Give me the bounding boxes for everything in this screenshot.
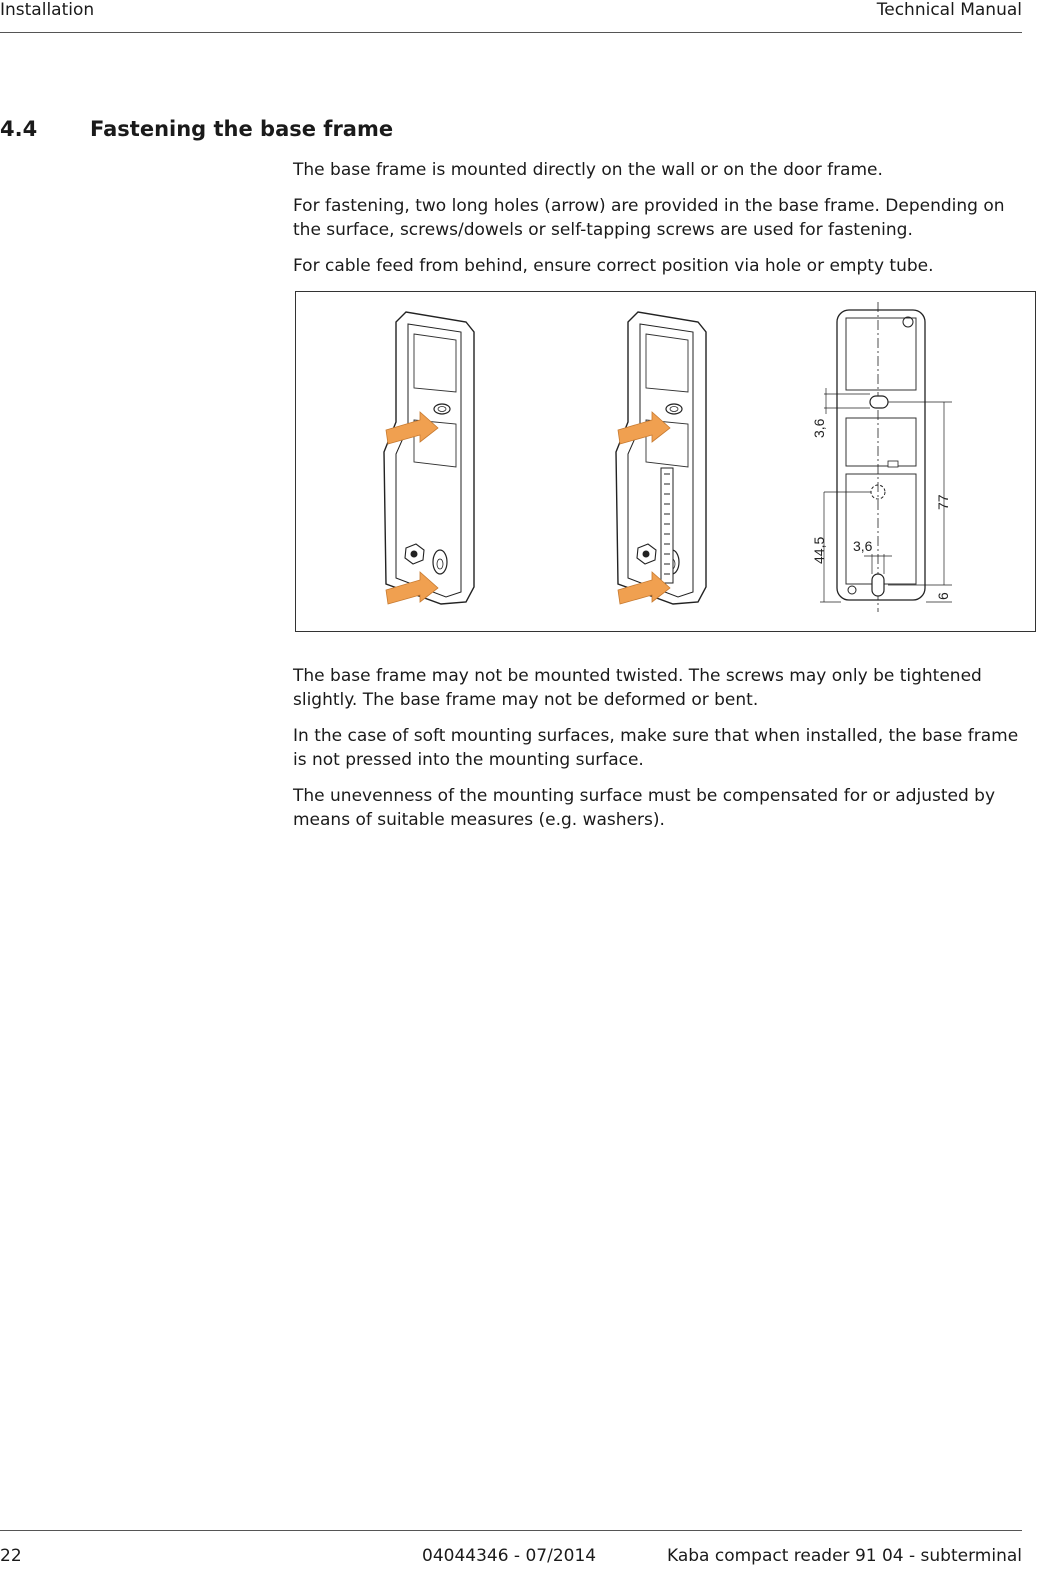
intro-text (293, 158, 1023, 290)
document-number: 04044346 - 07/2014 (422, 1546, 597, 1566)
footer-rule (0, 1530, 1022, 1531)
paragraph: The base frame may not be mounted twisted. The screws may only be tightened slightly. The base frame may not be deformed or bent. (293, 666, 982, 710)
base-frame-figure (295, 291, 1036, 632)
page-number: 22 (0, 1546, 22, 1566)
header-document-type: Technical Manual (876, 0, 1022, 20)
header-rule (0, 32, 1022, 33)
paragraph: For cable feed from behind, ensure correct position via hole or empty tube. (293, 256, 934, 276)
dim-label-bottom-offset: 6 (935, 592, 951, 600)
paragraph: The base frame is mounted directly on the wall or on the door frame. (293, 160, 883, 180)
base-frame-illustration (296, 292, 1035, 631)
dim-label-hole-offset: 44,5 (811, 536, 827, 564)
dim-label-hole-width: 3,6 (853, 538, 873, 554)
dim-label-hole-spacing: 77 (935, 494, 951, 510)
dimension-drawing (811, 302, 952, 612)
section-number: 4.4 (0, 117, 38, 141)
paragraph: In the case of soft mounting surfaces, make sure that when installed, the base frame is not pressed into the mounting surface. (293, 726, 1019, 770)
frame-view-with-connector (616, 312, 706, 604)
frame-view-left (384, 312, 474, 604)
header-section-label: Installation (0, 0, 95, 20)
paragraph: For fastening, two long holes (arrow) are provided in the base frame. Depending on the surface, screws/dowels or self-tapping screws are used for fastening. (293, 196, 1005, 240)
mounting-notes (293, 664, 1023, 844)
dim-label-slot-width: 3,6 (811, 418, 827, 438)
section-title: Fastening the base frame (90, 117, 394, 141)
paragraph: The unevenness of the mounting surface must be compensated for or adjusted by means of suitable measures (e.g. washers). (293, 786, 996, 830)
product-name: Kaba compact reader 91 04 - subterminal (667, 1546, 1022, 1566)
